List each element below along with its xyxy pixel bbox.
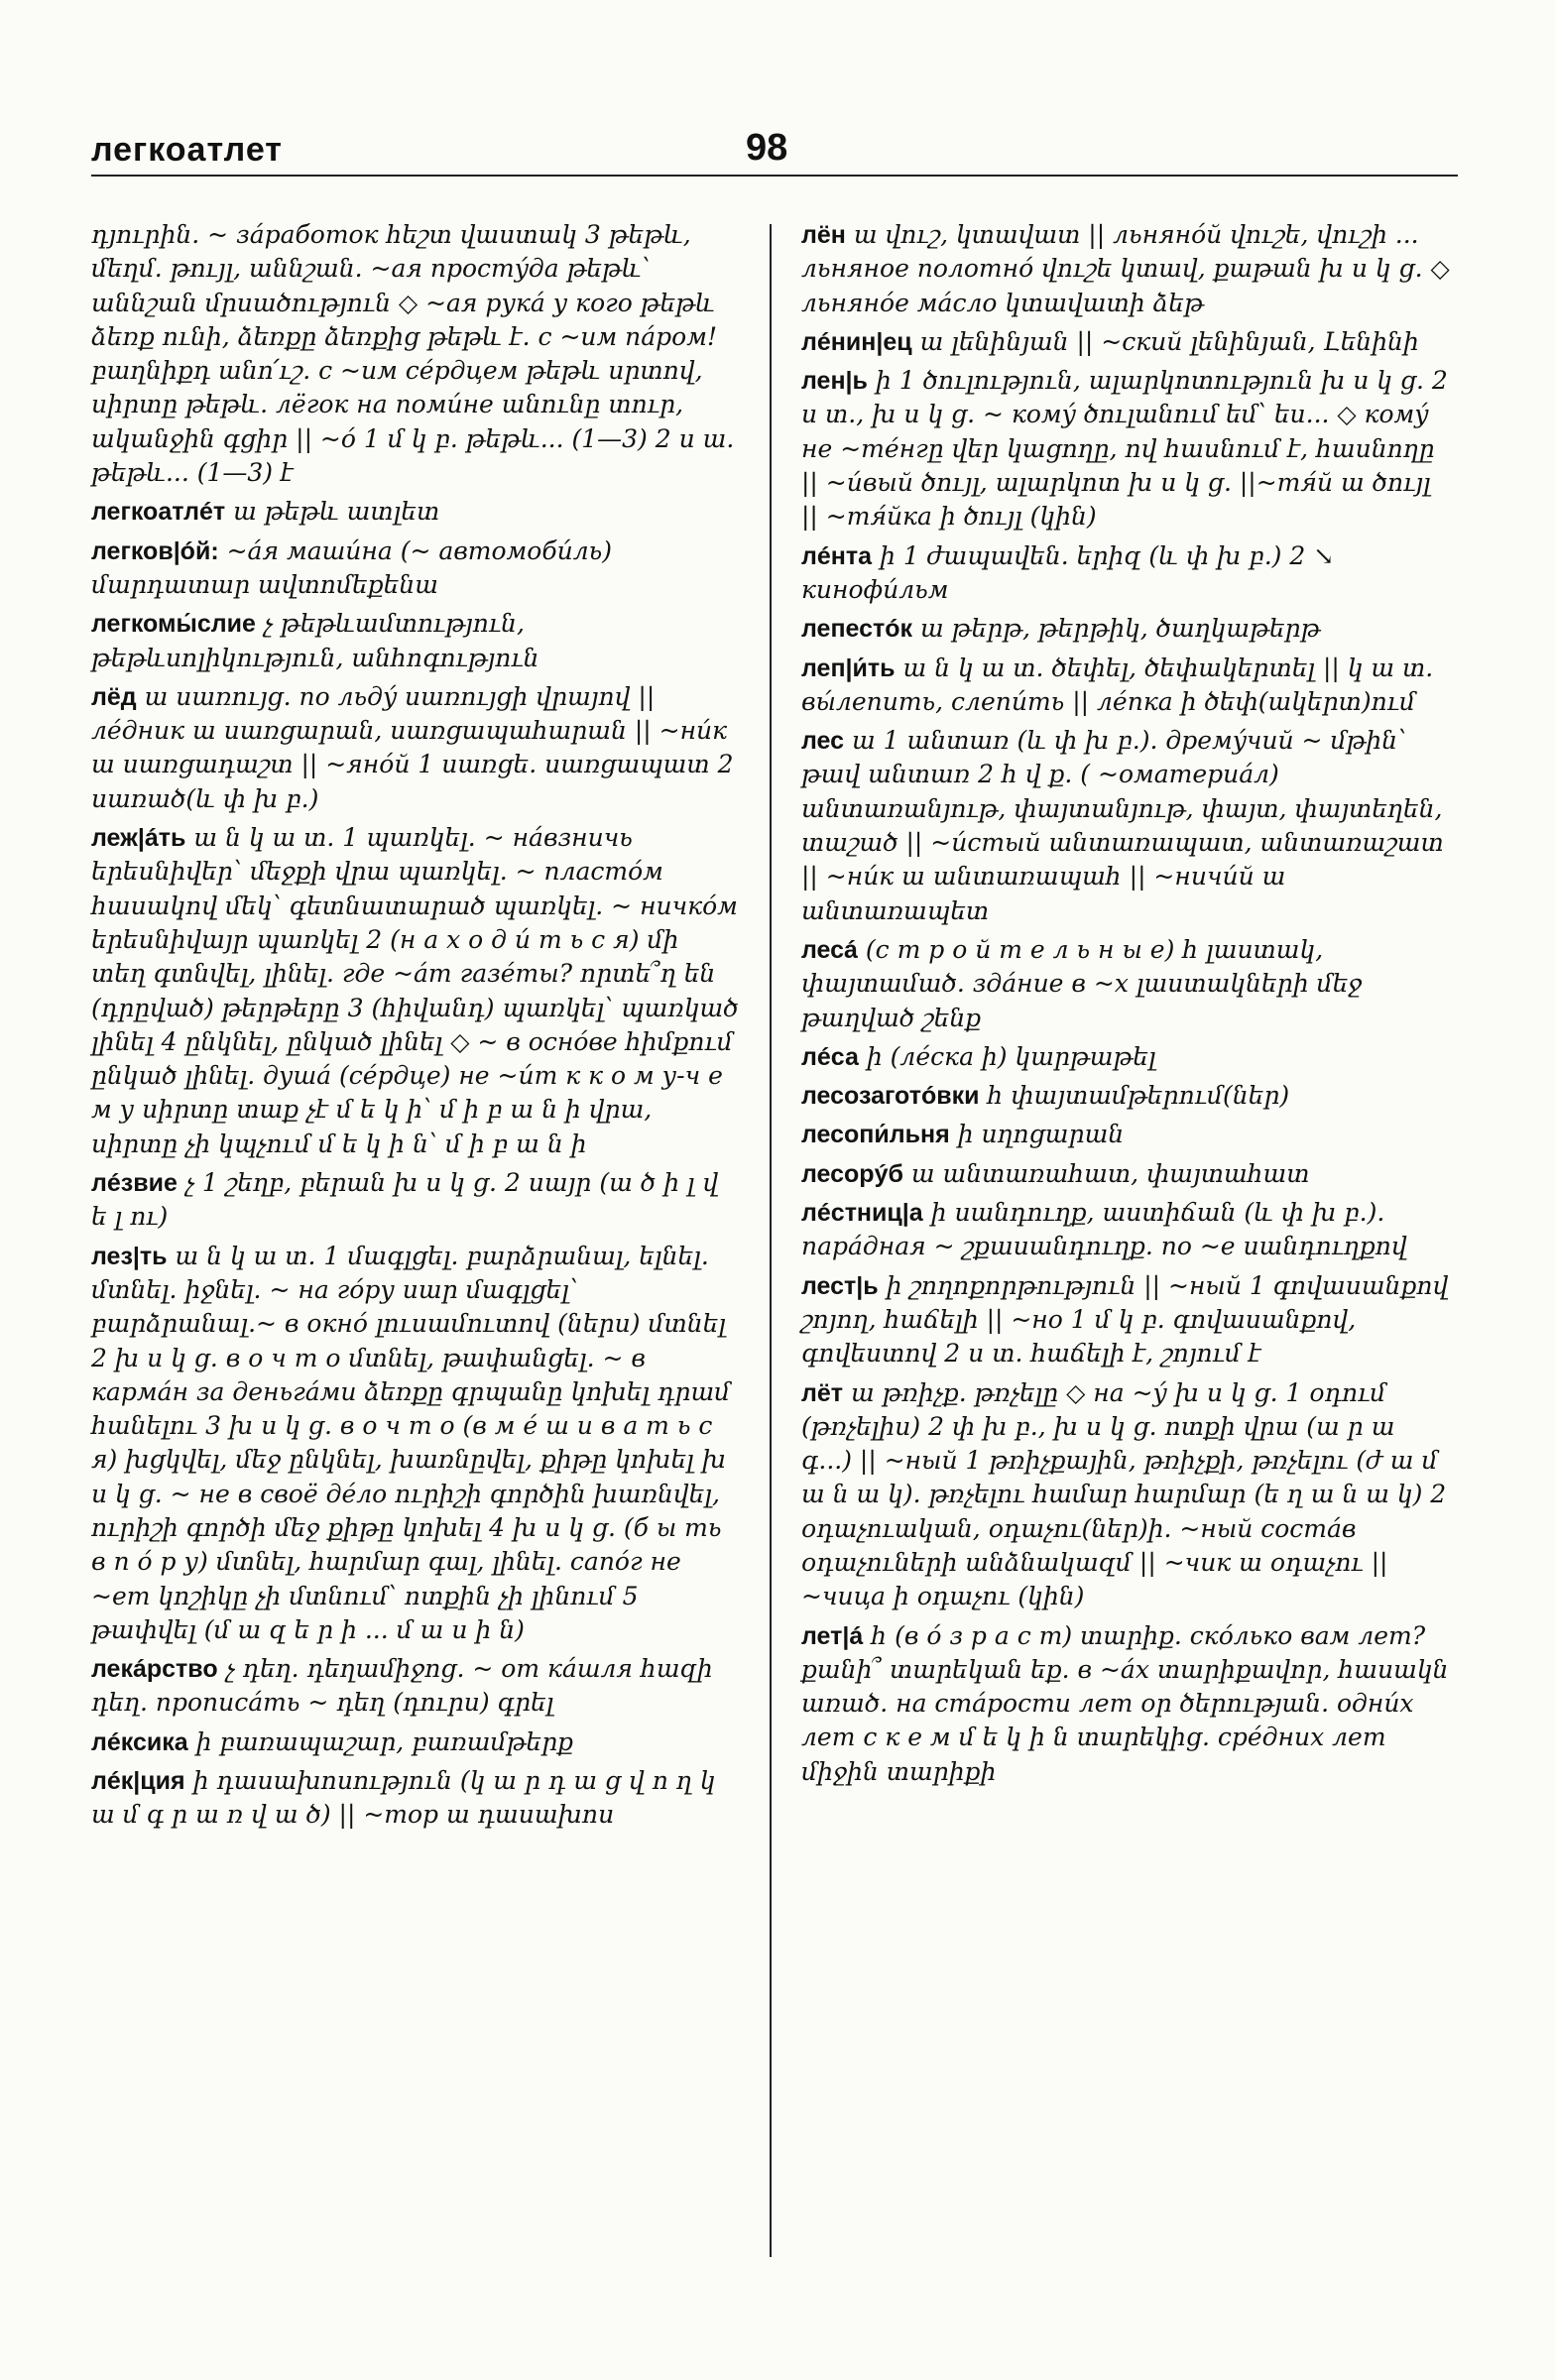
entry-definition: ի դասախոսություն (կ ա ր դ ա ց վ ո ղ կ ա մ գ ր ա ռ վ ա ծ) || ~тор ա դասախոս <box>91 1766 716 1830</box>
dictionary-entry <box>91 218 740 490</box>
dictionary-entry <box>801 1040 1450 1074</box>
right-column <box>801 218 1450 1794</box>
dictionary-entry <box>91 1726 740 1759</box>
entry-definition: ա թեթև ատլետ <box>233 497 440 527</box>
entry-headword: лесá <box>801 935 858 964</box>
entry-definition: ի (лéска ի) կարթաթել <box>866 1041 1156 1071</box>
dictionary-entry <box>801 364 1450 534</box>
dictionary-entry <box>801 218 1450 320</box>
dictionary-entry <box>801 612 1450 646</box>
entry-headword: лéксика <box>91 1727 188 1756</box>
entry-headword: лёд <box>91 682 137 711</box>
entry-definition: ա ն կ ա տ. 1 մագլցել. բարձրանալ, ելնել. մտնել. իջնել. ~ на гóру սար մագլցել՝ բարձրանալ.~ в oкнó լուսամուտով (ներս) մտնել 2 խ ս կ ց. в о ч т о մտնել, թափանցել. ~ в кармáн за деньгáми ձեռքը գրպանը կոխել դրամ հանելու 3 խ ս կ ց. в о ч т о (в м é ш и в а т ь с я) խցկվել, մեջ ընկնել, խառնըվել, քիթը կոխել խ ս կ ց. ~ не в своё дéло ուրիշի գործին խառնվել, ուրիշի գործի մեջ քիթը կոխել 4 խ ս կ ց. (б ы ть в п о́ р у) մտնել, հարմար գալ, լինել. сапóг не ~ет կոշիկը չի մտնում՝ ոտքին չի լինում 5 թափվել (մ ա զ ե ր ի ... մ ա ս ի ն) <box>91 1241 731 1644</box>
entry-definition: ա 1 անտառ (և փ խ բ.). дремýчий ~ մթին՝ թավ անտառ 2 հ վ ք. ( ~оматериáл) անտառանյութ, փայտանյութ, փայտ, փայտեղեն, տաշած || ~и́стый անտառապատ, անտառաշատ || ~ни́к ա անտառապահ || ~ничи́й ա անտառապետ <box>801 726 1444 925</box>
dictionary-entry <box>91 1652 740 1721</box>
entry-definition: ի շողոքորթություն || ~ный 1 գովասանքով շոյող, հաճելի || ~но 1 մ կ բ. գովասանքով, գովեստով 2 ս տ. հաճելի է, շոյում է <box>801 1270 1449 1368</box>
column-divider <box>770 224 772 2257</box>
dictionary-entry <box>801 933 1450 1035</box>
entry-definition: չ թեթևամտություն, թեթևսոլիկություն, անհոգություն <box>91 609 539 672</box>
entry-definition: ա անտառահատ, փայտահատ <box>910 1158 1310 1188</box>
entry-headword: лéк|ция <box>91 1767 185 1796</box>
dictionary-entry <box>91 1764 740 1833</box>
dictionary-entry <box>91 1166 740 1235</box>
dictionary-entry <box>801 1269 1450 1371</box>
entry-headword: лéнин|ец <box>801 327 912 356</box>
entry-headword: леп|и́ть <box>801 654 896 682</box>
entry-definition: չ 1 շեղբ, բերան խ ս կ ց. 2 սայր (ա ծ ի լ վ ե լ ու) <box>91 1168 719 1232</box>
entry-definition: ա սառույց. по льдý սառույցի վրայով || лéдник ա սառցարան, սառցապահարան || ~ни́к ա սառցադաշտ || ~янóй 1 սառցե. սառցապատ 2 սառած(և փ խ բ.) <box>91 681 734 813</box>
entry-definition: ի բառապաշար, բառամթերք <box>195 1726 574 1756</box>
header-rule <box>91 175 1458 177</box>
dictionary-entry <box>801 724 1450 928</box>
entry-definition: ի սանդուղք, աստիճան (և փ խ բ.). парáдная ~ շքասանդուղք. по ~е սանդուղքով <box>801 1198 1407 1261</box>
dictionary-entry <box>801 1619 1450 1789</box>
entry-headword: лéнта <box>801 541 873 570</box>
dictionary-entry <box>801 1079 1450 1113</box>
dictionary-entry <box>91 535 740 603</box>
entry-definition: չ դեղ. դեղամիջոց. ~ от кáшля հազի դեղ. прописáть ~ դեղ (դուրս) գրել <box>91 1654 713 1718</box>
entry-definition: ի սղոցարան <box>957 1120 1125 1149</box>
dictionary-entry <box>801 325 1450 359</box>
entry-definition: ա թռիչք. թռչելը ◇ на ~ý խ ս կ ց. 1 օդում (թռչելիս) 2 փ խ բ., խ ս կ ց. ոտքի վրա (ա ր ա գ...) || ~ный 1 թռիչքային, թռիչքի, թռչելու (ժ ա մ ա ն ա կ). թռչելու համար հարմար (ե ղ ա ն ա կ) 2 օդաչուական, օդաչու(ներ)ի. ~ный состáв օդաչուների անձնակազմ || ~чик ա օդաչու || ~чица ի օդաչու (կին) <box>801 1377 1447 1611</box>
entry-definition: ա թերթ, թերթիկ, ծաղկաթերթ <box>920 614 1321 644</box>
entry-headword: лекáрство <box>91 1655 218 1684</box>
entry-definition: ա լենինյան || ~ский լենինյան, Լենինի <box>919 326 1419 356</box>
entry-headword: лéстниц|а <box>801 1199 923 1228</box>
dictionary-entry <box>91 821 740 1161</box>
dictionary-entry <box>801 1157 1450 1191</box>
entry-headword: лéзвие <box>91 1169 178 1198</box>
entry-headword: лён <box>801 221 846 249</box>
dictionary-entry <box>91 680 740 816</box>
dictionary-entry <box>801 652 1450 720</box>
dictionary-entry <box>801 539 1450 608</box>
entry-headword: лез|ть <box>91 1242 168 1270</box>
entry-definition: ի 1 ժապավեն. երիզ (և փ խ բ.) 2 ↘ кинофи́льм <box>801 540 1335 604</box>
entry-headword: легкоатлéт <box>91 498 226 527</box>
entry-headword: лес <box>801 727 845 756</box>
entry-definition: ա ն կ ա տ. ծեփել, ծեփակերտել || կ ա տ. вы́лепить, слепи́ть || лéпка ի ծեփ(ակերտ)ում <box>801 653 1434 716</box>
dictionary-entry <box>801 1376 1450 1614</box>
dictionary-entry <box>91 495 740 529</box>
entry-definition: ի 1 ծուլություն, ալարկոտություն խ ս կ ց. 2 ս տ., խ ս կ ց. ~ комý ծուլանում եմ՝ ես... ◇ комý не ~тéнгը վեր կացողը, ով հասնում է, հասնողը || ~и́вый ծույլ, ալարկոտ խ ս կ ց. ||~тя́й ա ծույլ || ~тя́йка ի ծույլ (կին) <box>801 366 1448 532</box>
entry-definition: հ (в ó з р а с т) տարիք. скóлько вам лет? քանի՞ տարեկան եք. в ~áх տարիքավոր, հասակն առած. на стáрости лет օր ծերության. одни́х лет с к е м մ ե կ ի ն տարեկից. срéдних лет միջին տարիքի <box>801 1620 1449 1786</box>
entry-headword: лен|ь <box>801 367 868 396</box>
page-number: 98 <box>746 127 788 169</box>
entry-definition: հ փայտամթերում(ներ) <box>987 1081 1290 1111</box>
entry-headword: лесопи́льня <box>801 1121 950 1149</box>
left-column <box>91 218 740 1838</box>
entry-headword: лет|á <box>801 1621 864 1650</box>
entry-headword: лест|ь <box>801 1271 879 1300</box>
entry-definition: (с т р о й т е л ь н ы е) հ լաստակ, փայտամած. здáние в ~х լաստակների մեջ թաղված շենք <box>801 934 1363 1032</box>
dictionary-entry <box>91 1240 740 1648</box>
entry-headword: лéса <box>801 1042 859 1071</box>
entry-definition: ~áя маши́на (~ автомоби́ль) մարդատար ավտոմեքենա <box>91 536 612 599</box>
entry-headword: легков|óй: <box>91 536 219 565</box>
entry-headword: лесозаготóвки <box>801 1082 980 1111</box>
dictionary-entry <box>91 607 740 675</box>
dictionary-entry <box>801 1196 1450 1264</box>
entry-headword: лёт <box>801 1378 844 1407</box>
entry-headword: лепестóк <box>801 615 913 644</box>
entry-headword: лесорýб <box>801 1159 903 1188</box>
entry-definition: դյուրին. ~ зáработок հեշտ վաստակ 3 թեթև, մեղմ. թույլ, աննշան. ~ая простýда թեթև՝ աննշան մրսածություն ◇ ~ая рукá у кого թեթև ձեռք ունի, ձեռքը ձեռքից թեթև է. с ~им пáром! բաղնիքդ անո՛ւշ. с ~им сéрдцем թեթև սրտով, սիրտը թեթև. лёгок на поми́не անունը տուր, ականջին գցիր || ~ó 1 մ կ բ. թեթև... (1—3) 2 ս ա. թեթև... (1—3) է <box>91 220 735 488</box>
entry-headword: леж|áть <box>91 824 186 853</box>
entry-headword: легкомы́слие <box>91 610 256 639</box>
dictionary-entry <box>801 1118 1450 1151</box>
entry-definition: ա վուշ, կտավատ || льнянóй վուշե, վուշի ... льняное полотнó վուշե կտավ, քաթան խ ս կ ց. ◇ льнянóе мáсло կտավատի ձեթ <box>801 220 1450 317</box>
running-head: легкоатлет <box>91 131 283 169</box>
entry-definition: ա ն կ ա տ. 1 պառկել. ~ нáвзничь երեսնիվեր՝ մեջքի վրա պառկել. ~ пластóм հասակով մեկ՝ գետնատարած պառկել. ~ ничкóм երեսնիվայր պառկել 2 (н а х о д и́ т ь с я) մի տեղ գտնվել, լինել. где ~áт газéты? որտե՞ղ են (դրըված) թերթերը 3 (հիվանդ) պառկել՝ պառկած լինել 4 ընկնել, ընկած լինել ◇ ~ в оснóве հիմքում ընկած լինել. душá (сéрдце) не ~и́т к к о м у-ч е м у սիրտը տաք չէ մ ե կ ի՝ մ ի բ ա ն ի վրա, սիրտը չի կպչում մ ե կ ի ն՝ մ ի բ ա ն ի <box>91 823 739 1158</box>
